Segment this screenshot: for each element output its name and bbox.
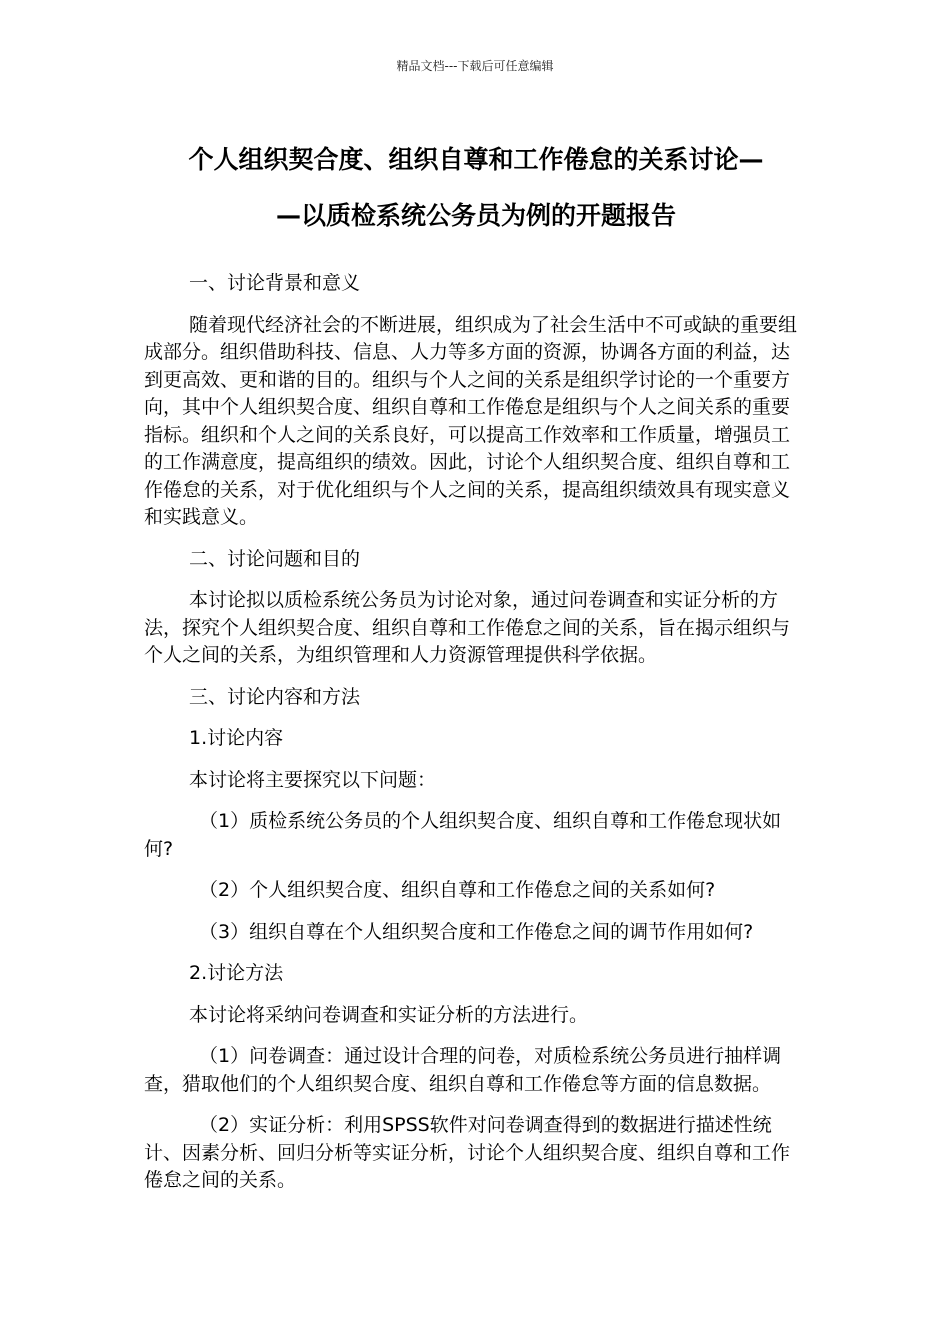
- list-item-method-1: （1）问卷调查：通过设计合理的问卷，对质检系统公务员进行抽样调查，猎取他们的个人组织契合度、组织自尊和工作倦怠等方面的信息数据。: [144, 1045, 782, 1095]
- section-heading-background: 一、讨论背景和意义: [189, 272, 361, 294]
- document-body: [144, 270, 808, 1209]
- section-heading-purpose: 二、讨论问题和目的: [189, 547, 361, 570]
- list-item-question-3: （3）组织自尊在个人组织契合度和工作倦怠之间的调节作用如何?: [199, 920, 754, 943]
- list-item-question-1: （1）质检系统公务员的个人组织契合度、组织自尊和工作倦怠现状如何?: [144, 810, 782, 860]
- page-header-note: 精品文档---下载后可任意编辑: [396, 59, 554, 73]
- section-heading-methods: 三、讨论内容和方法: [189, 685, 361, 708]
- paragraph-background: 随着现代经济社会的不断进展，组织成为了社会生活中不可或缺的重要组成部分。组织借助科技、信息、人力等多方面的资源，协调各方面的利益，达到更高效、更和谐的目的。组织与个人之间的关系是组织学讨论的一个重要方向，其中个人组织契合度、组织自尊和工作倦怠是组织与个人之间关系的重要指标。组织和个人之间的关系良好，可以提高工作效率和工作质量，增强员工的工作满意度，提高组织的绩效。因此，讨论个人组织契合度、组织自尊和工作倦怠的关系，对于优化组织与个人之间的关系，提高组织绩效具有现实意义和实践意义。: [144, 313, 798, 528]
- paragraph-method-intro: 本讨论将采纳问卷调查和实证分析的方法进行。: [189, 1003, 589, 1026]
- document-title: [144, 132, 808, 244]
- document-title-line-2: —以质检系统公务员为例的开题报告: [275, 201, 676, 230]
- subsection-heading-content: 1.讨论内容: [189, 727, 284, 749]
- paragraph-content-intro: 本讨论将主要探究以下问题：: [189, 768, 437, 791]
- paragraph-purpose: 本讨论拟以质检系统公务员为讨论对象，通过问卷调查和实证分析的方法，探究个人组织契合度、组织自尊和工作倦怠之间的关系，旨在揭示组织与个人之间的关系，为组织管理和人力资源管理提供科学依据。: [144, 589, 791, 666]
- document-title-line-1: 个人组织契合度、组织自尊和工作倦怠的关系讨论—: [188, 145, 764, 174]
- list-item-question-2: （2）个人组织契合度、组织自尊和工作倦怠之间的关系如何?: [199, 879, 716, 901]
- subsection-heading-method: 2.讨论方法: [189, 962, 284, 984]
- list-item-method-2: （2）实证分析：利用SPSS软件对问卷调查得到的数据进行描述性统计、因素分析、回归分析等实证分析，讨论个人组织契合度、组织自尊和工作倦怠之间的关系。: [144, 1114, 791, 1191]
